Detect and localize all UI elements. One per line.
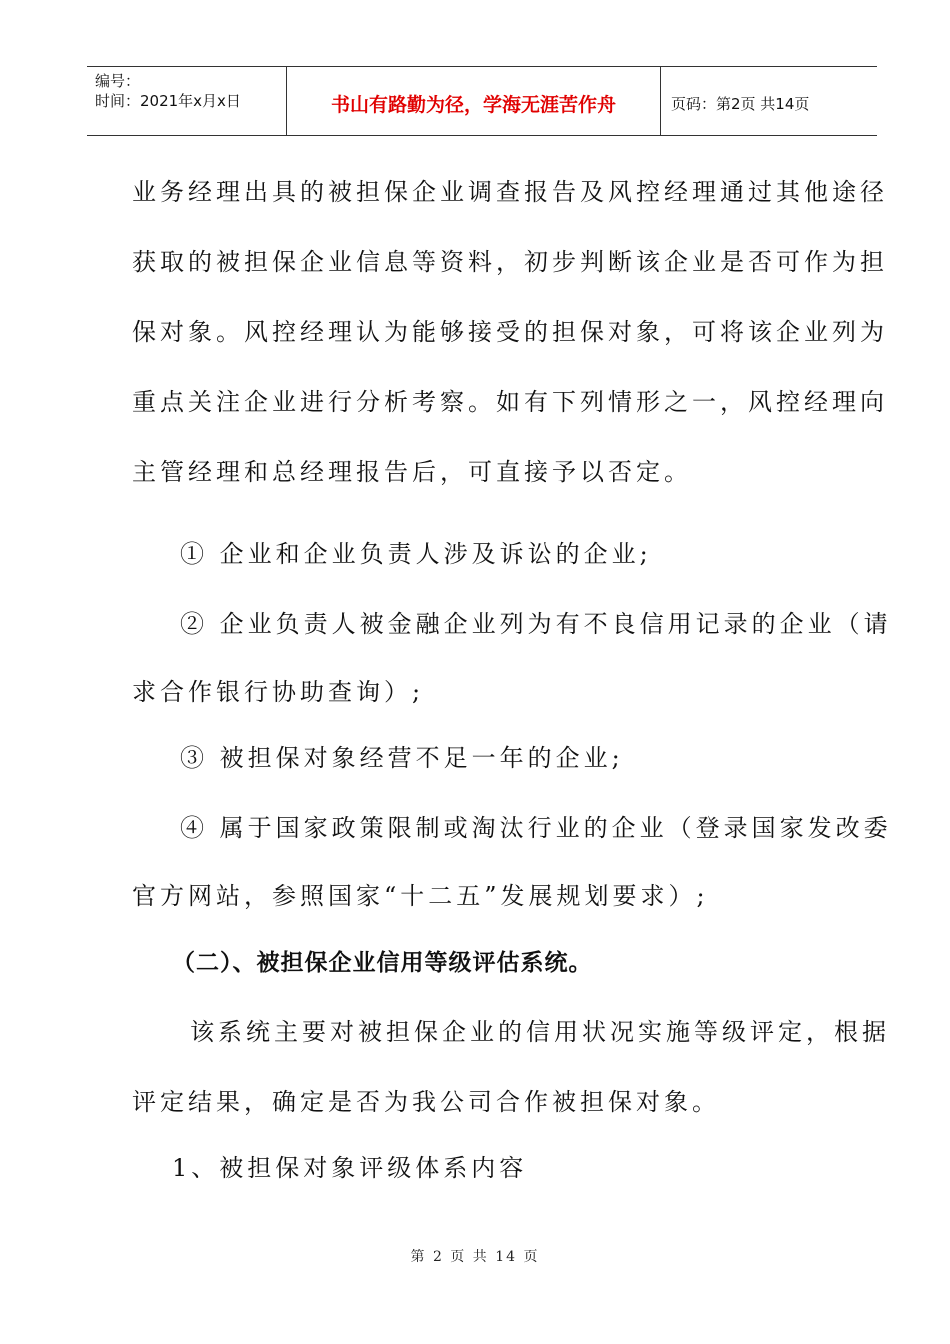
body-line-1: 业务经理出具的被担保企业调查报告及风控经理通过其他途径	[132, 178, 888, 206]
header-time-label: 时间：2021年x月x日	[95, 92, 241, 110]
body-line-5: 主管经理和总经理报告后，可直接予以否定。	[132, 458, 692, 486]
header-number-label: 编号：	[95, 72, 141, 90]
body-line-3: 保对象。风控经理认为能够接受的担保对象，可将该企业列为	[132, 318, 888, 346]
header-motto: 书山有路勤为径，学海无涯苦作舟	[287, 67, 661, 135]
page-header	[87, 66, 877, 136]
body-line-system-2: 评定结果，确定是否为我公司合作被担保对象。	[132, 1088, 720, 1116]
header-meta	[87, 67, 287, 135]
list-item-2-cont: 求合作银行协助查询）;	[132, 678, 425, 706]
section-title: （二）、被担保企业信用等级评估系统。	[172, 950, 593, 976]
list-item-2: ② 企业负责人被金融企业列为有不良信用记录的企业（请	[180, 610, 892, 638]
list-item-3: ③ 被担保对象经营不足一年的企业;	[180, 744, 624, 772]
body-line-4: 重点关注企业进行分析考察。如有下列情形之一，风控经理向	[132, 388, 888, 416]
page-footer: 第 2 页 共 14 页	[410, 1249, 540, 1265]
body-line-system-1: 该系统主要对被担保企业的信用状况实施等级评定，根据	[190, 1018, 890, 1046]
subsection-title: 1、被担保对象评级体系内容	[172, 1154, 528, 1182]
header-page-info: 页码：第2页 共14页	[671, 94, 810, 113]
body-line-2: 获取的被担保企业信息等资料，初步判断该企业是否可作为担	[132, 248, 888, 276]
list-item-4: ④ 属于国家政策限制或淘汰行业的企业（登录国家发改委	[180, 814, 892, 842]
list-item-1: ① 企业和企业负责人涉及诉讼的企业;	[180, 540, 652, 568]
list-item-4-cont: 官方网站，参照国家“十二五”发展规划要求）;	[132, 882, 709, 910]
